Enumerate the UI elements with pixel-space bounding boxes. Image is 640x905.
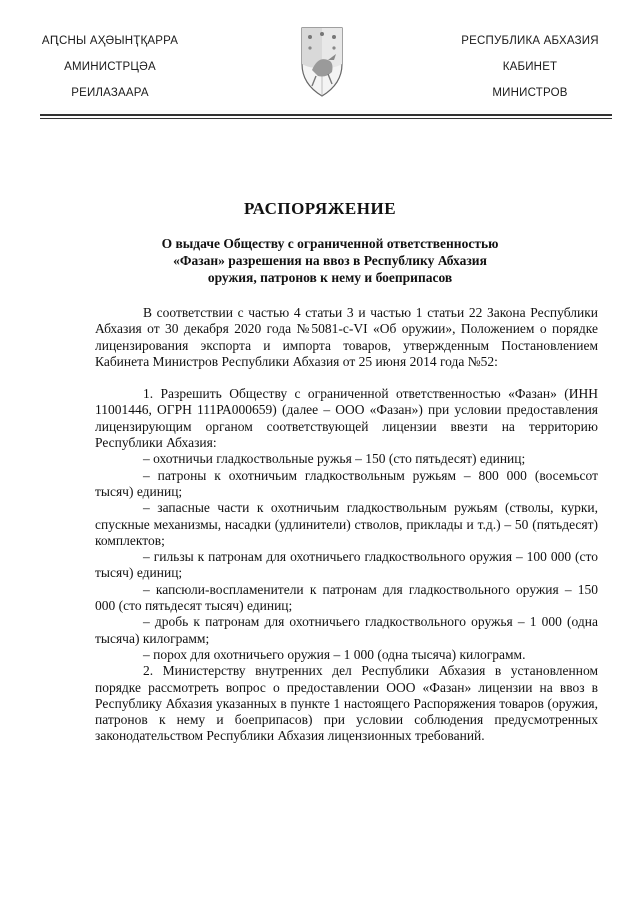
header-divider-thin [40,118,612,119]
letterhead-abkhaz [30,34,190,112]
point-2-paragraph: 2. Министерству внутренних дел Республики Абхазия в установленном порядке рассмотреть вопрос о предоставлении ООО «Фазан» лицензии на ввоз в Республику Абхазия указанных в пункте 1 настоящего Распоряжения товаров (оружия, патронов к нему и боеприпасов) при условии соблюдения предусмотренных законодательством Республики Абхазия лицензионных требований. [95,663,598,744]
list-item: – порох для охотничьего оружия – 1 000 (одна тысяча) килограмм. [143,646,526,662]
document-body [95,305,598,745]
list-item: – гильзы к патронам для охотничьего гладкоствольного оружия – 100 000 (сто тысяч) единиц; [95,549,598,581]
document-subject [60,235,600,286]
letterhead-right-line-2: КАБИНЕТ [502,61,558,73]
header-divider [40,114,612,116]
list-item: – запасные части к охотничьим гладкоствольным ружьям (стволы, курки, спускные механизмы, насадки (удлинители) стволов, приклады и т.д.) – 50 (пятьдесят) комплектов; [95,500,598,548]
subject-line: О выдаче Обществу с ограниченной ответственностью [161,236,499,251]
list-item: – охотничьи гладкоствольные ружья – 150 (сто пятьдесят) единиц; [143,451,526,467]
letterhead-right-line-1: РЕСПУБЛИКА АБХАЗИЯ [461,35,599,47]
document-title: РАСПОРЯЖЕНИЕ [243,199,397,218]
letterhead-left-line-3: РЕИЛАЗААРА [71,87,149,99]
letterhead-right-line-3: МИНИСТРОВ [492,87,568,99]
point-1-paragraph: 1. Разрешить Обществу с ограниченной ответственностью «Фазан» (ИНН 11001446, ОГРН 111РА000659) (далее – ООО «Фазан») при условии предоставления лицензирующим органом соответствующей лицензии ввезти на территорию Республики Абхазия: [95,386,598,451]
letterhead-russian [448,34,612,112]
letterhead-left-line-2: АМИНИСТРЦӘА [64,61,156,73]
letterhead-left-line-1: АԤСНЫ АҲӘЫНҬҚАРРА [41,35,179,47]
list-item: – капсюли-воспламенители к патронам для гладкоствольного оружия – 150 000 (сто пятьдесят тысяч) единиц; [95,581,598,614]
letterhead [0,0,640,125]
list-item: – патроны к охотничьим гладкоствольным ружьям – 800 000 (восемьсот тысяч) единиц; [95,467,598,499]
list-item: – дробь к патронам для охотничьего гладкоствольного оружья – 1 000 (одна тысяча) килограмм; [95,614,598,646]
subject-line: оружия, патронов к нему и боеприпасов [207,270,453,285]
coat-of-arms-icon [298,26,346,98]
subject-line: «Фазан» разрешения на ввоз в Республику Абхазия [173,253,487,268]
preamble-paragraph: В соответствии с частью 4 статьи 3 и частью 1 статьи 22 Закона Республики Абхазия от 30 декабря 2020 года №5081-с-VI «Об оружии», Положением о порядке лицензирования экспорта и импорта товаров, утвержденным Постановлением Кабинета Министров Республики Абхазия от 25 июня 2014 года №52: [95,305,598,369]
